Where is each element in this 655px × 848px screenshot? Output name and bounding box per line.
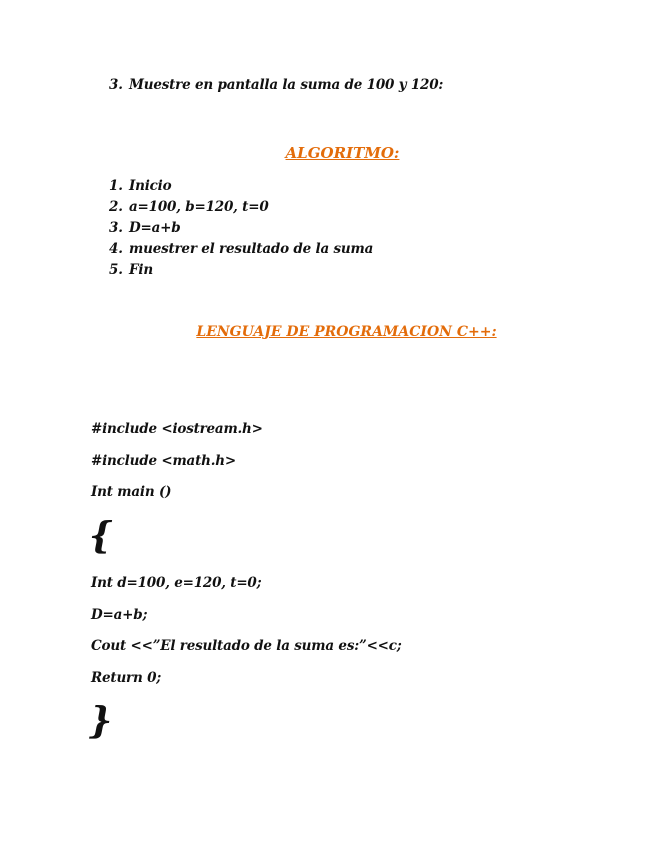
code-line: Cout <<”El resultado de la suma es:”<<c;	[91, 638, 402, 654]
open-brace: {	[89, 515, 113, 557]
algorithm-title: ALGORITMO:	[285, 144, 400, 162]
algorithm-step	[109, 220, 181, 236]
code-line: Int d=100, e=120, t=0;	[91, 575, 262, 591]
algorithm-step	[109, 199, 269, 215]
algorithm-step-text: Fin	[129, 262, 153, 278]
language-title: LENGUAJE DE PROGRAMACION C++:	[196, 324, 497, 340]
code-line: Int main ()	[91, 484, 172, 500]
intro-step-text: Muestre en pantalla la suma de 100 y 120:	[129, 77, 444, 93]
algorithm-step-text: a=100, b=120, t=0	[129, 199, 269, 215]
algorithm-step-number: 4.	[109, 241, 123, 257]
algorithm-step	[109, 178, 171, 194]
algorithm-step	[109, 262, 153, 278]
intro-step-number: 3.	[109, 77, 123, 93]
algorithm-step-number: 1.	[109, 178, 123, 194]
algorithm-step-number: 5.	[109, 262, 123, 278]
algorithm-step-number: 2.	[109, 199, 123, 215]
code-line: #include <iostream.h>	[91, 421, 263, 437]
intro-step	[109, 77, 443, 93]
algorithm-step-text: Inicio	[129, 178, 172, 194]
code-line: Return 0;	[91, 670, 162, 686]
code-line: #include <math.h>	[91, 453, 236, 469]
algorithm-step-text: muestrer el resultado de la suma	[129, 241, 374, 257]
algorithm-step	[109, 241, 373, 257]
algorithm-step-number: 3.	[109, 220, 123, 236]
close-brace: }	[89, 700, 113, 742]
algorithm-step-text: D=a+b	[129, 220, 181, 236]
code-line: D=a+b;	[91, 607, 148, 623]
